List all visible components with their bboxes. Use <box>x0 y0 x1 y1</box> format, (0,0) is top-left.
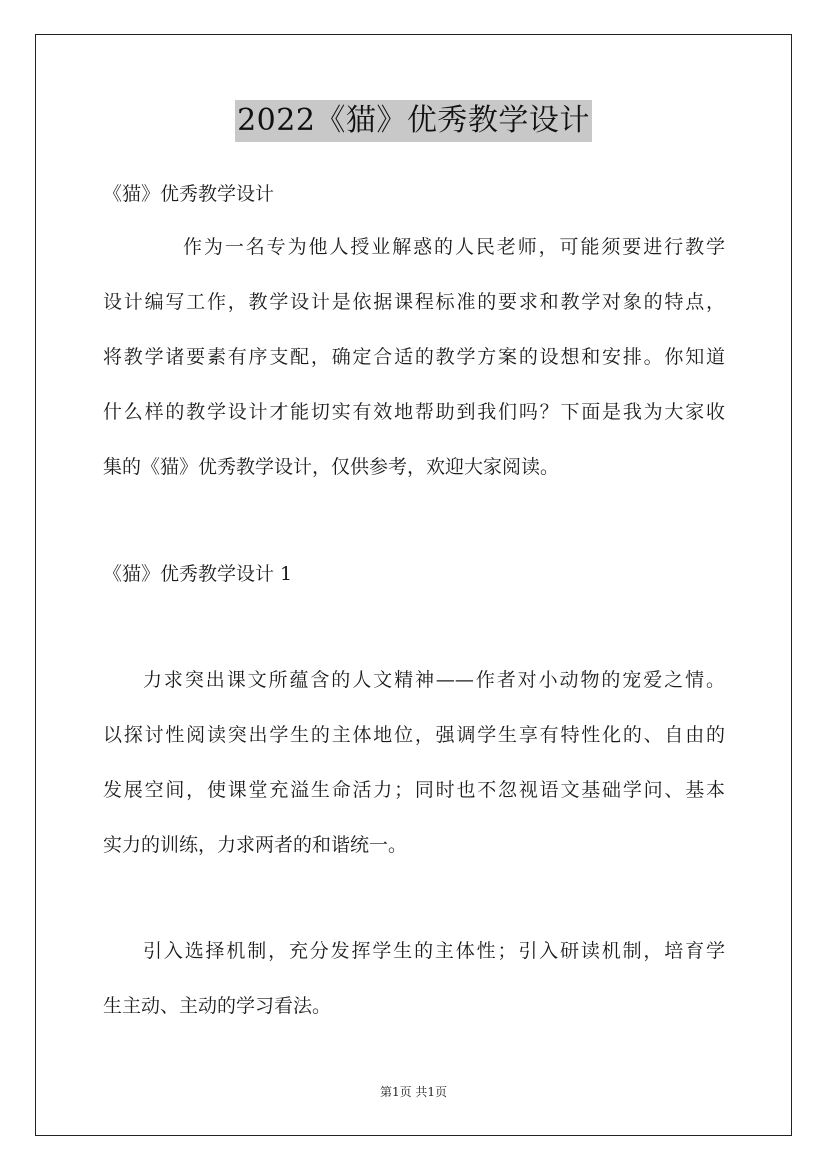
paragraph-line: 力求突出课文所蕴含的人文精神——作者对小动物的宠爱之情。 <box>143 669 725 691</box>
intro-line: 设计编写工作，教学设计是依据课程标准的要求和教学对象的特点， <box>103 291 725 313</box>
intro-line: 作为一名专为他人授业解惑的人民老师，可能须要进行教学 <box>183 236 725 258</box>
document-subtitle: 《猫》优秀教学设计 <box>103 183 275 205</box>
section-heading: 《猫》优秀教学设计 1 <box>103 563 293 585</box>
intro-line: 将教学诸要素有序支配，确定合适的教学方案的设想和安排。你知道 <box>103 346 725 368</box>
intro-line: 什么样的教学设计才能切实有效地帮助到我们吗？下面是我为大家收 <box>103 401 725 423</box>
paragraph-line: 生主动、主动的学习看法。 <box>103 995 332 1017</box>
title-container <box>0 100 827 142</box>
paragraph-line: 实力的训练，力求两者的和谐统一。 <box>103 834 408 856</box>
paragraph-line: 引入选择机制，充分发挥学生的主体性；引入研读机制，培育学 <box>143 940 725 962</box>
document-title: 2022《猫》优秀教学设计 <box>235 100 592 142</box>
paragraph-line: 发展空间，使课堂充溢生命活力；同时也不忽视语文基础学问、基本 <box>103 779 725 801</box>
intro-line: 集的《猫》优秀教学设计，仅供参考，欢迎大家阅读。 <box>103 456 560 478</box>
paragraph-line: 以探讨性阅读突出学生的主体地位，强调学生享有特性化的、自由的 <box>103 724 725 746</box>
page-footer: 第1页 共1页 <box>379 1085 448 1099</box>
